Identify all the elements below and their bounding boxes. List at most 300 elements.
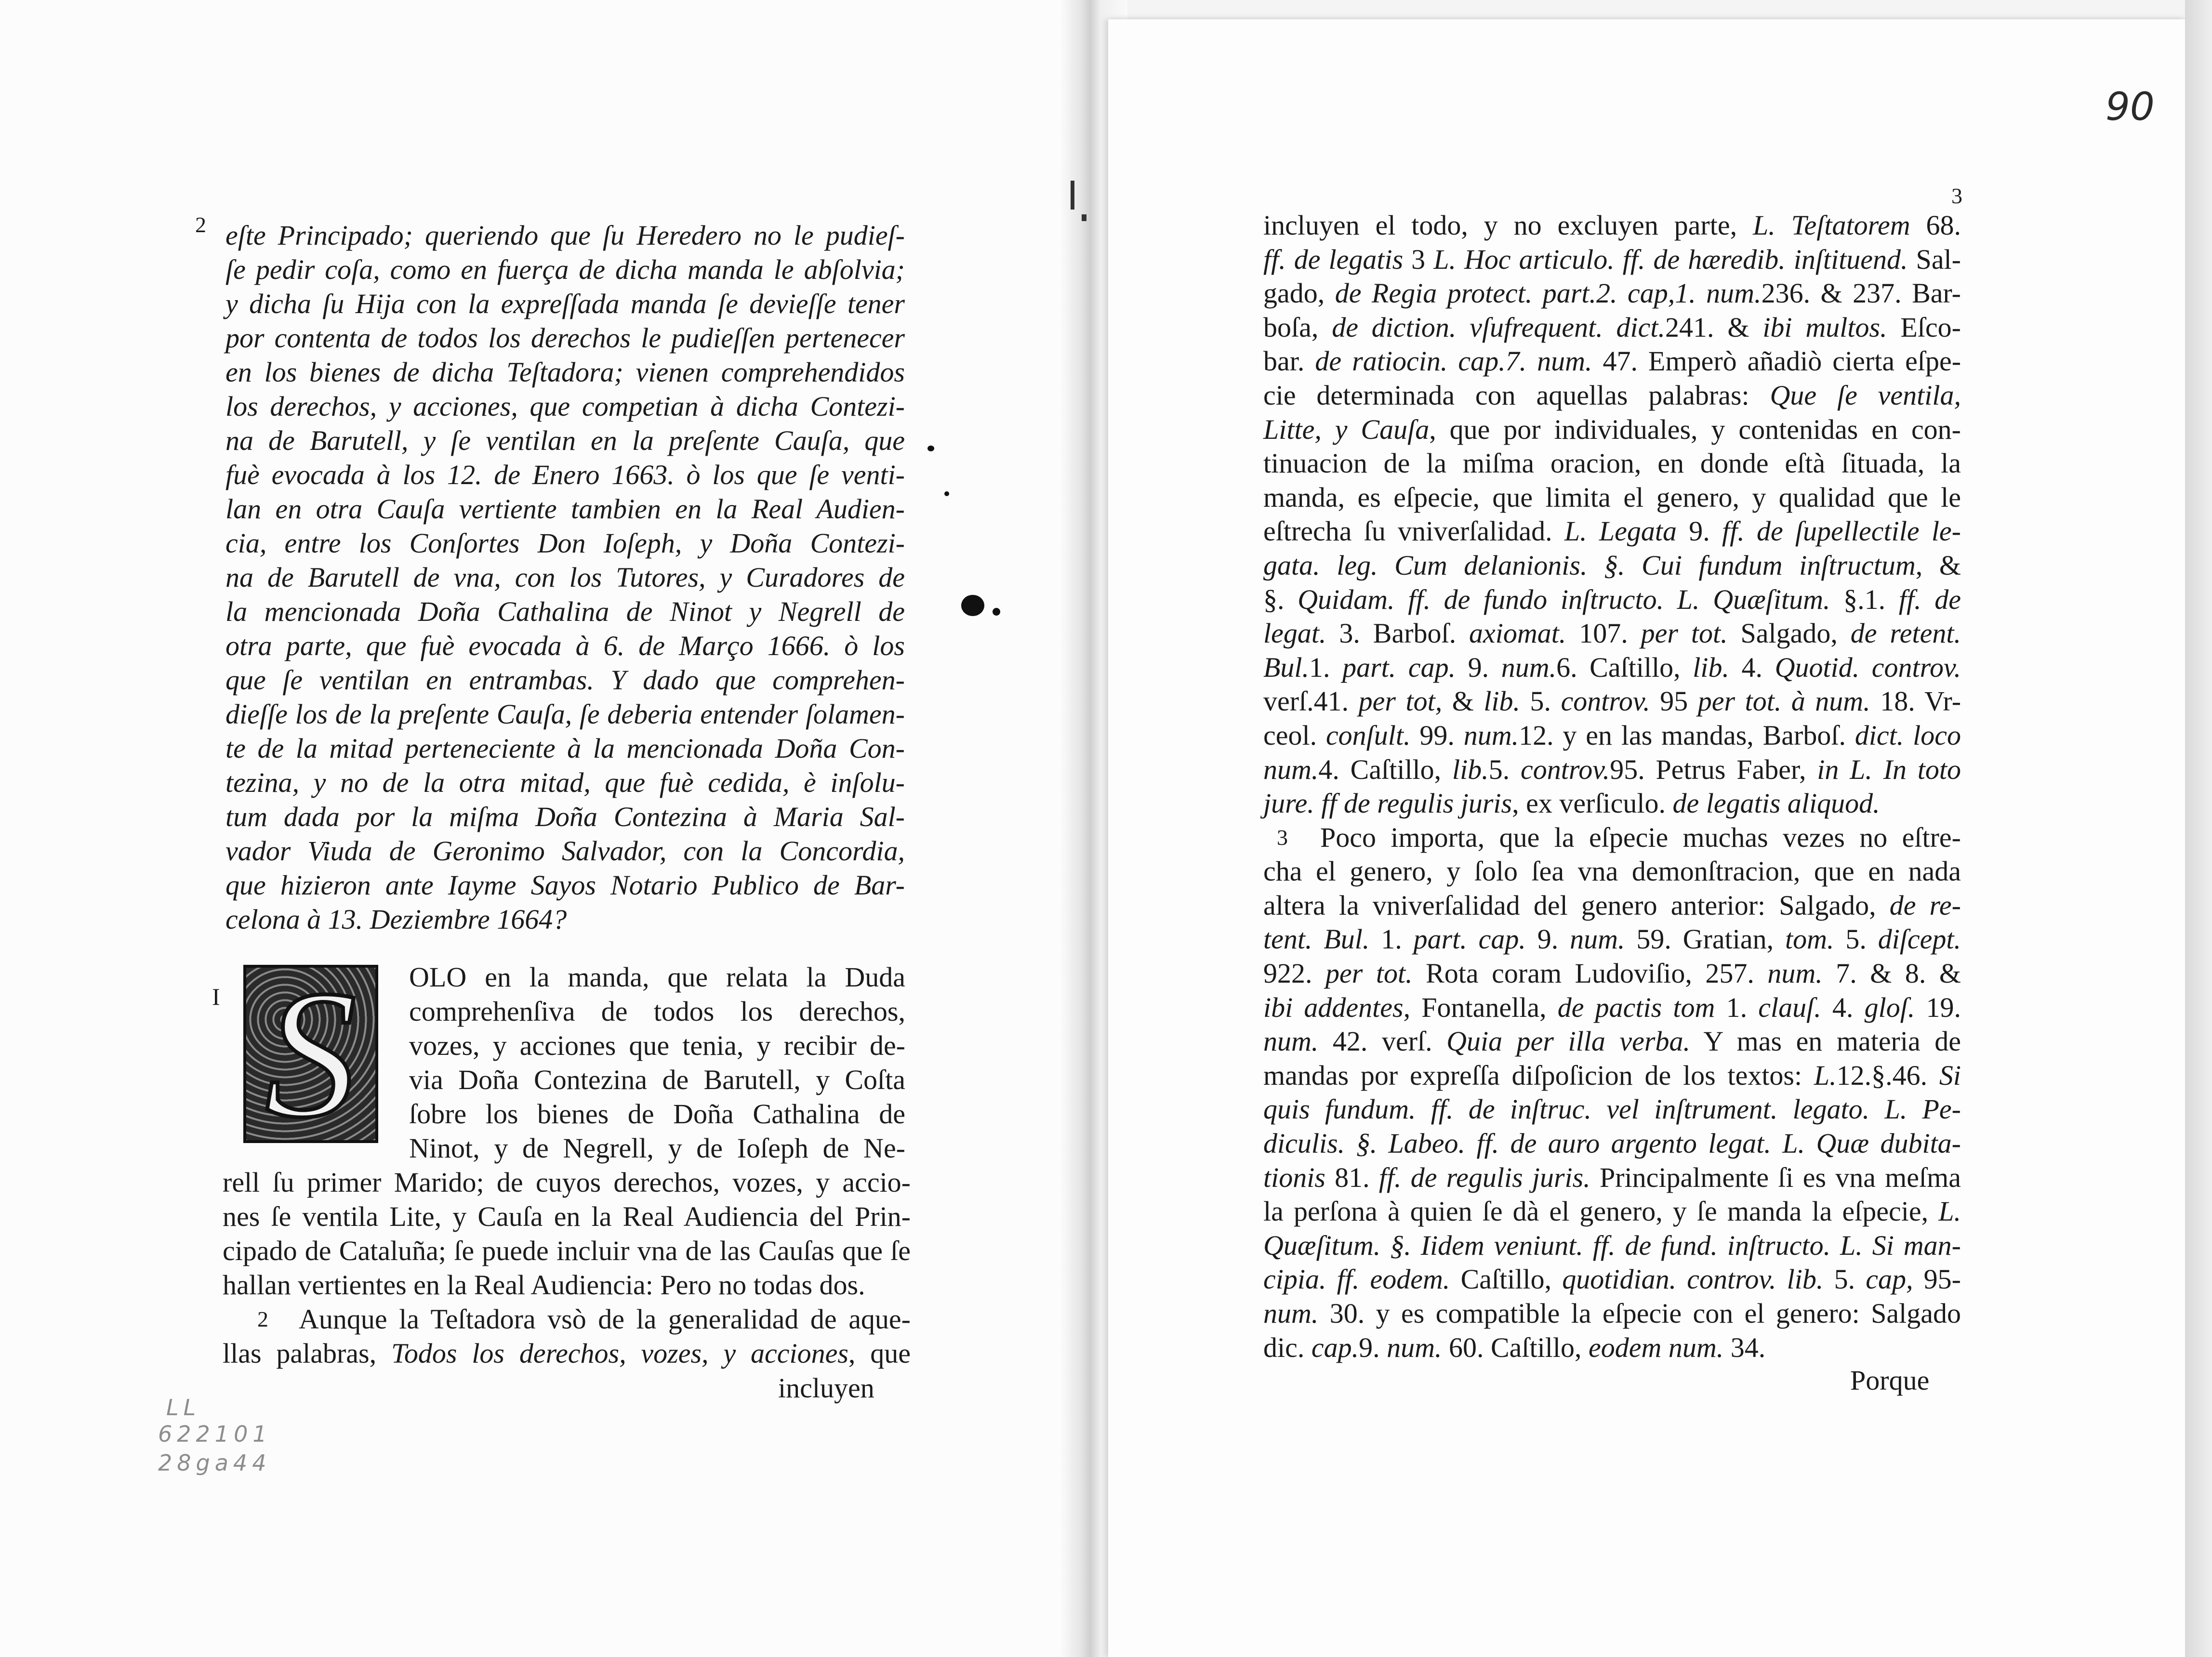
text-line — [1263, 209, 1961, 243]
text-line — [225, 594, 905, 629]
italic-text: axiomat. — [1469, 618, 1566, 649]
italic-text: Quidam. ff. de fundo inſtructo. L. Quæſitum. — [1298, 583, 1830, 615]
catchword-right: Porque — [1850, 1365, 1930, 1396]
roman-text: incluyen el todo, y no excluyen parte, — [1263, 210, 1753, 241]
text-line — [1263, 651, 1961, 685]
italic-text: per tot. — [1325, 958, 1413, 989]
text-line — [1263, 821, 1961, 855]
text-line — [409, 994, 905, 1028]
roman-text: 95 — [1650, 685, 1698, 717]
roman-text: 12.§.46. — [1836, 1059, 1939, 1091]
italic-text: Que ſe ventila, — [1770, 379, 1961, 411]
italic-text: tionis — [1263, 1161, 1325, 1193]
text-line — [225, 902, 905, 936]
roman-text: 19. — [1915, 991, 1961, 1023]
italic-text: de diction. vſufrequent. dict. — [1332, 311, 1666, 343]
roman-text: 34. — [1723, 1331, 1766, 1363]
line-text — [409, 1064, 905, 1095]
roman-text: Fontanella, — [1410, 991, 1558, 1023]
line-text — [225, 904, 567, 935]
roman-text: , que — [848, 1338, 911, 1369]
roman-text: 42. verſ. — [1318, 1026, 1447, 1057]
text-line — [1263, 1331, 1961, 1365]
drop-cap-letter: S — [265, 965, 357, 1143]
line-text — [1263, 1162, 1961, 1193]
line-text — [1263, 1093, 1961, 1125]
italic-text: controv. — [1520, 753, 1610, 785]
italic-text: L. Legata — [1564, 515, 1677, 547]
line-text — [225, 459, 905, 490]
italic-text: Litte, y Cauſa — [1263, 413, 1430, 445]
text-line — [223, 1268, 911, 1302]
line-text — [1263, 685, 1961, 717]
catchword-left: incluyen — [778, 1372, 874, 1404]
italic-text: te de la mitad perteneciente à la mencionada Doña Con- — [225, 733, 905, 764]
text-line — [409, 1131, 905, 1165]
line-text — [223, 1167, 911, 1198]
text-line — [1263, 922, 1961, 957]
italic-text: quotidian. controv. lib. — [1562, 1263, 1824, 1295]
text-line — [225, 697, 905, 731]
line-text — [409, 1030, 905, 1061]
roman-text: Caſtillo, — [1450, 1263, 1563, 1295]
gutter-mark — [1082, 214, 1086, 221]
italic-text: eſte Principado; queriendo que ſu Heredero no le pudieſ- — [225, 220, 905, 251]
italic-text: Quia per illa verba. — [1446, 1026, 1690, 1057]
line-text — [1263, 754, 1961, 785]
roman-text: §. — [1263, 583, 1298, 615]
roman-text: eſtrecha ſu vniverſalidad. — [1263, 515, 1564, 547]
line-text — [1263, 1332, 1765, 1363]
line-text — [225, 288, 905, 319]
line-text — [409, 961, 905, 993]
italic-text: tezina, y no de la otra mitad, que fuè cedida, è inſolu- — [225, 767, 905, 798]
italic-text: in L. In toto — [1817, 753, 1961, 785]
line-text — [225, 391, 905, 422]
roman-text: Ninot, y de Negrell, y de Ioſeph de Ne- — [409, 1132, 905, 1164]
italic-text: otra parte, que fuè evocada à 6. de Março 1666. ò los — [225, 630, 905, 661]
line-text — [223, 1235, 911, 1266]
italic-text: clauſ. — [1758, 991, 1821, 1023]
paragraph-number: 3 — [1277, 825, 1288, 850]
handwritten-note: 622101 — [158, 1421, 272, 1447]
page-edge — [2185, 0, 2212, 1657]
roman-text: cha el genero, y ſolo ſea vna demonſtracion, que en nada — [1263, 855, 1961, 887]
line-text — [1263, 1128, 1961, 1159]
line-text — [1263, 380, 1961, 411]
line-text — [1263, 1026, 1961, 1057]
roman-text: 18. Vr- — [1870, 685, 1961, 717]
roman-text: manda, es eſpecie, que limita el genero, y qualidad que le — [1263, 481, 1961, 513]
text-line — [225, 663, 905, 697]
roman-text: boſa, — [1263, 311, 1332, 343]
line-text — [225, 562, 905, 593]
roman-text: Y mas en materia de — [1690, 1026, 1961, 1057]
text-line — [1263, 1025, 1961, 1059]
text-line — [225, 834, 905, 868]
roman-text: tinuacion de la miſma oracion, en donde eſtà ſituada, la — [1263, 447, 1961, 479]
line-text — [1263, 720, 1961, 751]
ink-speck — [944, 491, 949, 496]
line-text — [225, 767, 905, 798]
roman-text: , que por individuales, y contenidas en con- — [1429, 413, 1961, 445]
line-text — [1263, 652, 1961, 683]
text-line — [223, 1336, 911, 1370]
text-line — [225, 492, 905, 526]
italic-text: num. — [1463, 719, 1519, 751]
line-text — [1263, 312, 1961, 343]
text-line — [225, 629, 905, 663]
roman-text: altera la vniverſalidad del genero anterior: Salgado, — [1263, 889, 1890, 921]
italic-text: de pactis tom — [1557, 991, 1715, 1023]
text-line — [225, 389, 905, 423]
line-text — [1263, 890, 1961, 921]
roman-text: §.1. — [1830, 583, 1899, 615]
roman-text: 1. — [1715, 991, 1759, 1023]
italic-text: part. cap. — [1342, 651, 1456, 683]
roman-text: 9. — [1359, 1331, 1387, 1363]
italic-text: tum dada por la miſma Doña Contezina à Maria Sal- — [225, 801, 905, 832]
text-line — [1263, 1092, 1961, 1127]
roman-text: 7. & 8. & — [1822, 958, 1961, 989]
italic-text: quis fundum. ff. de inſtruc. vel inſtrument. legato. L. Pe- — [1263, 1093, 1961, 1125]
roman-text: 922. — [1263, 958, 1326, 989]
italic-text: L. — [1814, 1059, 1837, 1091]
italic-text: ff. de — [1898, 583, 1961, 615]
roman-text: 9. — [1676, 515, 1722, 547]
text-line — [1263, 413, 1961, 447]
italic-text: lib. — [1693, 651, 1729, 683]
page-number-left: 2 — [195, 212, 206, 237]
line-text — [1263, 550, 1961, 581]
text-line — [1263, 447, 1961, 481]
roman-text: 5. — [1834, 923, 1878, 955]
line-text — [223, 1201, 911, 1232]
handwritten-folio: 90 — [2106, 84, 2155, 129]
italic-text: na de Barutell, y ſe ventilan en la preſente Cauſa, que — [225, 425, 905, 456]
roman-text: 241. & — [1665, 311, 1763, 343]
roman-text: 9. — [1456, 651, 1501, 683]
roman-text: gado, — [1263, 277, 1335, 309]
italic-text: per tot. à num. — [1697, 685, 1870, 717]
line-text — [225, 869, 905, 901]
text-line — [1263, 787, 1961, 821]
italic-text: part. cap. — [1413, 923, 1526, 955]
italic-text: num. — [1263, 1026, 1319, 1057]
text-line — [225, 458, 905, 492]
text-line — [225, 868, 905, 902]
roman-text: 236. & 237. Bar- — [1761, 277, 1961, 309]
paragraph-number: 2 — [257, 1307, 268, 1331]
text-line — [225, 423, 905, 458]
roman-text: ceol. — [1263, 719, 1326, 751]
text-line — [225, 218, 905, 252]
line-text — [225, 596, 905, 627]
roman-text: mandas por expreſſa diſpoſicion de los textos: — [1263, 1059, 1814, 1091]
roman-text: & — [1442, 685, 1484, 717]
handwritten-note: 28ga44 — [158, 1450, 271, 1476]
text-line — [1263, 855, 1961, 889]
text-line — [1263, 617, 1961, 651]
line-text — [1263, 1230, 1961, 1261]
italic-text: num. — [1263, 753, 1319, 785]
italic-text: y dicha ſu Hija con la expreſſada manda ſe devieſſe tener — [225, 288, 905, 319]
roman-text: Rota coram Ludoviſio, 257. — [1412, 958, 1768, 989]
italic-text: en los bienes de dicha Teſtadora; vienen comprehendidos — [225, 356, 905, 388]
italic-text: diculis. §. Labeo. ff. de auro argento legat. L. Quæ dubita- — [1263, 1128, 1961, 1159]
text-line — [1263, 1229, 1961, 1263]
line-text — [223, 1269, 865, 1301]
italic-text: vador Viuda de Geronimo Salvador, con la Concordia, — [225, 835, 905, 867]
roman-text: cie determinada con aquellas palabras: — [1263, 379, 1770, 411]
roman-text: Salgado, — [1727, 618, 1851, 649]
italic-text: dict. loco — [1854, 719, 1961, 751]
italic-text: cap, — [1866, 1263, 1913, 1295]
ornamental-drop-cap — [243, 965, 378, 1143]
roman-text: bar. — [1263, 345, 1315, 377]
roman-text: 3. Barboſ. — [1326, 618, 1470, 649]
roman-text: vozes, y acciones que tenia, y recibir de- — [409, 1030, 905, 1061]
line-text — [1263, 923, 1961, 955]
roman-text: 47. Emperò añadiò cierta eſpe- — [1592, 345, 1961, 377]
italic-text: dieſſe los de la preſente Cauſa, ſe deberia entender ſolamen- — [225, 698, 905, 730]
italic-text: eodem num. — [1589, 1331, 1724, 1363]
italic-text: los derechos, y acciones, que competian à dicha Contezi- — [225, 391, 905, 422]
line-text — [1263, 1298, 1961, 1329]
text-line — [409, 960, 905, 994]
right-page-body — [1263, 209, 1961, 1365]
text-line — [1263, 1195, 1961, 1229]
italic-text: diſcept. — [1878, 923, 1961, 955]
italic-text: controv. — [1561, 685, 1650, 717]
text-line — [1263, 753, 1961, 787]
roman-text: 95. Petrus Faber, — [1610, 753, 1817, 785]
italic-text: num. — [1263, 1298, 1319, 1329]
roman-text: 9. — [1525, 923, 1570, 955]
italic-text: tent. Bul. — [1263, 923, 1370, 955]
line-text — [1320, 822, 1961, 853]
roman-text: Principalmente ſi es vna meſma — [1590, 1161, 1961, 1193]
roman-text: Eſco- — [1887, 311, 1961, 343]
italic-text: que hizieron ante Iayme Sayos Notario Publico de Bar- — [225, 869, 905, 901]
handwritten-note: LL — [166, 1394, 201, 1420]
italic-text: per tot. — [1641, 618, 1728, 649]
italic-text: Quotid. controv. — [1775, 651, 1961, 683]
roman-text: 1. — [1369, 923, 1414, 955]
italic-text: lib. — [1452, 753, 1489, 785]
italic-text: de re- — [1889, 889, 1961, 921]
line-text — [1263, 584, 1961, 615]
italic-text: per tot, — [1358, 685, 1443, 717]
text-line — [409, 1097, 905, 1131]
roman-text: 60. Caſtillo, — [1442, 1331, 1589, 1363]
italic-text: gloſ. — [1864, 991, 1915, 1023]
page-number-right: 3 — [1951, 184, 1962, 208]
paragraph-number: I — [212, 983, 220, 1010]
line-text — [1263, 447, 1961, 479]
text-line — [409, 1063, 905, 1097]
text-line — [223, 1165, 911, 1199]
italic-text: que ſe ventilan en entrambas. Y dado que comprehen- — [225, 664, 905, 696]
line-text — [225, 801, 905, 832]
line-text — [225, 733, 905, 764]
roman-text: ſobre los bienes de Doña Cathalina de — [409, 1098, 905, 1130]
line-text — [409, 996, 905, 1027]
line-text — [225, 254, 905, 285]
line-text — [1263, 1196, 1961, 1227]
text-line — [1263, 311, 1961, 345]
italic-text: L. Hoc articulo. ff. de hæredib. inſtituend. — [1433, 243, 1908, 275]
roman-text: nes ſe ventila Lite, y Cauſa en la Real Audiencia del Prin- — [223, 1201, 911, 1232]
italic-text: Bul. — [1263, 651, 1310, 683]
line-text — [1263, 855, 1961, 887]
roman-text: hallan vertientes en la Real Audiencia: Pero no todas dos. — [223, 1269, 865, 1301]
text-line — [1263, 1297, 1961, 1331]
roman-text: 4. — [1821, 991, 1865, 1023]
italic-text: por contenta de todos los derechos le pudieſſen pertenecer — [225, 322, 905, 354]
italic-text: cap. — [1311, 1331, 1359, 1363]
line-text — [1263, 515, 1961, 547]
text-line — [225, 355, 905, 389]
roman-text: Poco importa, que la eſpecie muchas vezes no eſtre- — [1320, 821, 1961, 853]
left-page-continuation — [223, 1165, 911, 1370]
line-text — [225, 322, 905, 354]
italic-text: fuè evocada à los 12. de Enero 1663. ò los que ſe venti- — [225, 459, 905, 490]
roman-text: 99. — [1410, 719, 1464, 751]
italic-text: Quæſitum. §. Iidem veniunt. ff. de fund. inſtructo. L. Si man- — [1263, 1229, 1961, 1261]
roman-text: , ex verſiculo. — [1512, 788, 1673, 819]
left-page-body — [225, 218, 905, 936]
italic-text: jure. ff de regulis juris — [1263, 788, 1512, 819]
roman-text: rell ſu primer Marido; de cuyos derechos, vozes, y accio- — [223, 1167, 911, 1198]
text-line — [223, 1302, 911, 1336]
gutter-mark — [1071, 181, 1074, 210]
roman-text: 107. — [1566, 618, 1641, 649]
italic-text: de retent. — [1850, 618, 1961, 649]
italic-text: lib. — [1483, 685, 1521, 717]
italic-text: Si — [1939, 1059, 1961, 1091]
italic-text: legat. — [1263, 618, 1326, 649]
text-line — [1263, 1127, 1961, 1161]
italic-text: num. — [1767, 958, 1823, 989]
text-line — [1263, 991, 1961, 1025]
text-line — [1263, 1161, 1961, 1195]
italic-text: L. — [1938, 1196, 1961, 1227]
line-text — [1263, 210, 1961, 241]
italic-text: lan en otra Cauſa vertiente tambien en la Real Audien- — [225, 493, 905, 525]
text-line — [225, 321, 905, 355]
roman-text: 4. Caſtillo, — [1318, 753, 1452, 785]
line-text — [1263, 277, 1961, 309]
italic-text: ff. de ſupellectile le- — [1722, 515, 1961, 547]
line-text — [225, 664, 905, 696]
text-line — [1263, 481, 1961, 515]
line-text — [1263, 482, 1961, 513]
ink-speck — [993, 608, 1000, 616]
line-text — [1263, 345, 1961, 377]
italic-text: cipia. ff. eodem. — [1263, 1263, 1450, 1295]
text-line — [1263, 344, 1961, 379]
line-text — [223, 1338, 911, 1369]
text-line — [1263, 514, 1961, 549]
text-line — [225, 287, 905, 321]
italic-text: num. — [1501, 651, 1557, 683]
line-text — [225, 220, 905, 251]
line-text — [225, 630, 905, 661]
italic-text: L. Teſtatorem — [1752, 210, 1910, 241]
roman-text: verſ.41. — [1263, 685, 1359, 717]
text-line — [1263, 1059, 1961, 1093]
line-text — [409, 1132, 905, 1164]
text-line — [1263, 243, 1961, 277]
text-line — [225, 765, 905, 800]
line-text — [225, 527, 905, 559]
roman-text: comprehenſiva de todos los derechos, — [409, 996, 905, 1027]
line-text — [225, 425, 905, 456]
italic-text: la mencionada Doña Cathalina de Ninot y Negrell de — [225, 596, 905, 627]
text-line — [1263, 889, 1961, 923]
roman-text: dic. — [1263, 1331, 1311, 1363]
roman-text: OLO en la manda, que relata la Duda — [409, 961, 905, 993]
italic-text: gata. leg. Cum delanionis. §. Cui fundum inſtructum — [1263, 549, 1916, 581]
italic-text: ibi multos. — [1762, 311, 1887, 343]
text-line — [409, 1028, 905, 1063]
text-line — [223, 1199, 911, 1234]
text-line — [1263, 684, 1961, 719]
line-text — [1263, 992, 1961, 1023]
italic-text: ſe pedir coſa, como en fuerça de dicha manda le abſolvia; — [225, 254, 905, 285]
italic-text: tom. — [1785, 923, 1834, 955]
roman-text: 5. — [1823, 1263, 1866, 1295]
text-line — [225, 731, 905, 765]
italic-text: conſult. — [1325, 719, 1411, 751]
line-text — [1263, 1060, 1961, 1091]
line-text — [1263, 1263, 1961, 1295]
line-text — [1263, 618, 1961, 649]
drop-cap-paragraph — [409, 960, 905, 1165]
roman-text: , & — [1915, 549, 1961, 581]
italic-text: de legatis aliquod. — [1672, 788, 1880, 819]
italic-text: num. — [1570, 923, 1625, 955]
text-line — [225, 800, 905, 834]
roman-text: 68. — [1910, 210, 1961, 241]
text-line — [225, 560, 905, 594]
roman-text: Sal- — [1907, 243, 1961, 275]
roman-text: 81. — [1325, 1161, 1379, 1193]
text-line — [225, 526, 905, 560]
italic-text: ff. de legatis — [1263, 243, 1404, 275]
text-line — [1263, 276, 1961, 311]
italic-text: num. — [1387, 1331, 1442, 1363]
italic-text: na de Barutell de vna, con los Tutores, y Curadores de — [225, 562, 905, 593]
roman-text: la perſona à quien ſe dà el genero, y ſe manda la eſpecie, — [1263, 1196, 1939, 1227]
line-text — [225, 493, 905, 525]
roman-text: Aunque la Teſtadora vsò de la generalidad de aque- — [299, 1303, 911, 1335]
roman-text: 12. y en las mandas, Barboſ. — [1519, 719, 1855, 751]
italic-text: cia, entre los Conſortes Don Ioſeph, y Doña Contezi- — [225, 527, 905, 559]
line-text — [1263, 958, 1961, 989]
roman-text: 5. — [1520, 685, 1561, 717]
text-line — [223, 1234, 911, 1268]
roman-text: via Doña Contezina de Barutell, y Coſta — [409, 1064, 905, 1095]
text-line — [1263, 379, 1961, 413]
roman-text: cipado de Cataluña; ſe puede incluir vna de las Cauſas que ſe — [223, 1235, 911, 1266]
text-line — [1263, 549, 1961, 583]
italic-text: de ratiocin. cap.7. num. — [1315, 345, 1592, 377]
line-text — [225, 356, 905, 388]
line-text — [409, 1098, 905, 1130]
line-text — [299, 1303, 911, 1335]
